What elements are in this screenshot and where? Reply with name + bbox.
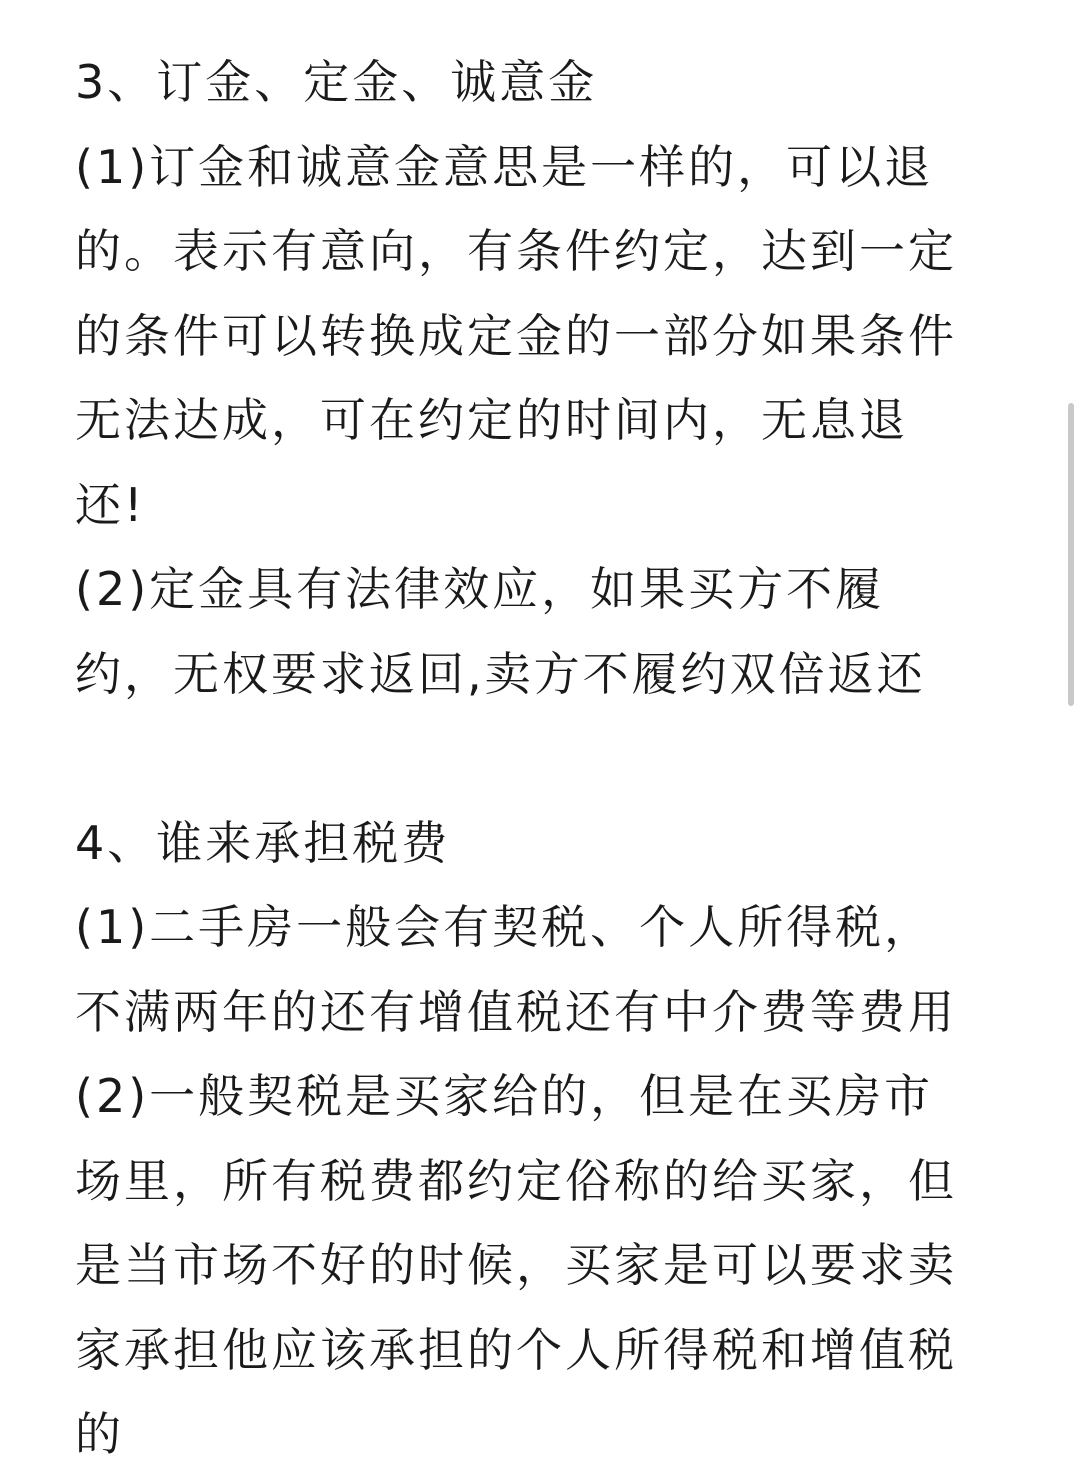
section-heading: 4、谁来承担税费	[75, 815, 451, 870]
text-line: 无法达成，可在约定的时间内，无息退	[75, 393, 908, 447]
text-line: 的条件可以转换成定金的一部分如果条件	[75, 308, 957, 363]
vertical-scrollbar[interactable]	[1068, 403, 1074, 706]
article-content	[75, 40, 1005, 1477]
paragraph-gap	[75, 716, 1005, 801]
section-taxes	[75, 801, 1005, 1477]
text-line: 不满两年的还有增值税还有中介费等费用	[75, 984, 957, 1039]
text-line: 还!	[75, 477, 146, 532]
text-line: 约，无权要求返回,卖方不履约双倍返还	[75, 646, 926, 701]
text-line: 家承担他应该承担的个人所得税和增值税	[75, 1322, 957, 1377]
section-earnest-money	[75, 40, 1005, 716]
text-line: 场里，所有税费都约定俗称的给买家，但	[75, 1153, 957, 1208]
text-line: (1)订金和诚意金意思是一样的，可以退	[75, 139, 934, 194]
text-line: (2)定金具有法律效应，如果买方不履	[75, 562, 885, 616]
text-line: 是当市场不好的时候，买家是可以要求卖	[75, 1238, 957, 1292]
text-line: 的。表示有意向，有条件约定，达到一定	[75, 224, 957, 278]
text-line: 的	[75, 1407, 124, 1461]
section-heading: 3、订金、定金、诚意金	[75, 55, 598, 109]
text-line: (1)二手房一般会有契税、个人所得税，	[75, 900, 934, 954]
text-line: (2)一般契税是买家给的，但是在买房市	[75, 1069, 934, 1123]
